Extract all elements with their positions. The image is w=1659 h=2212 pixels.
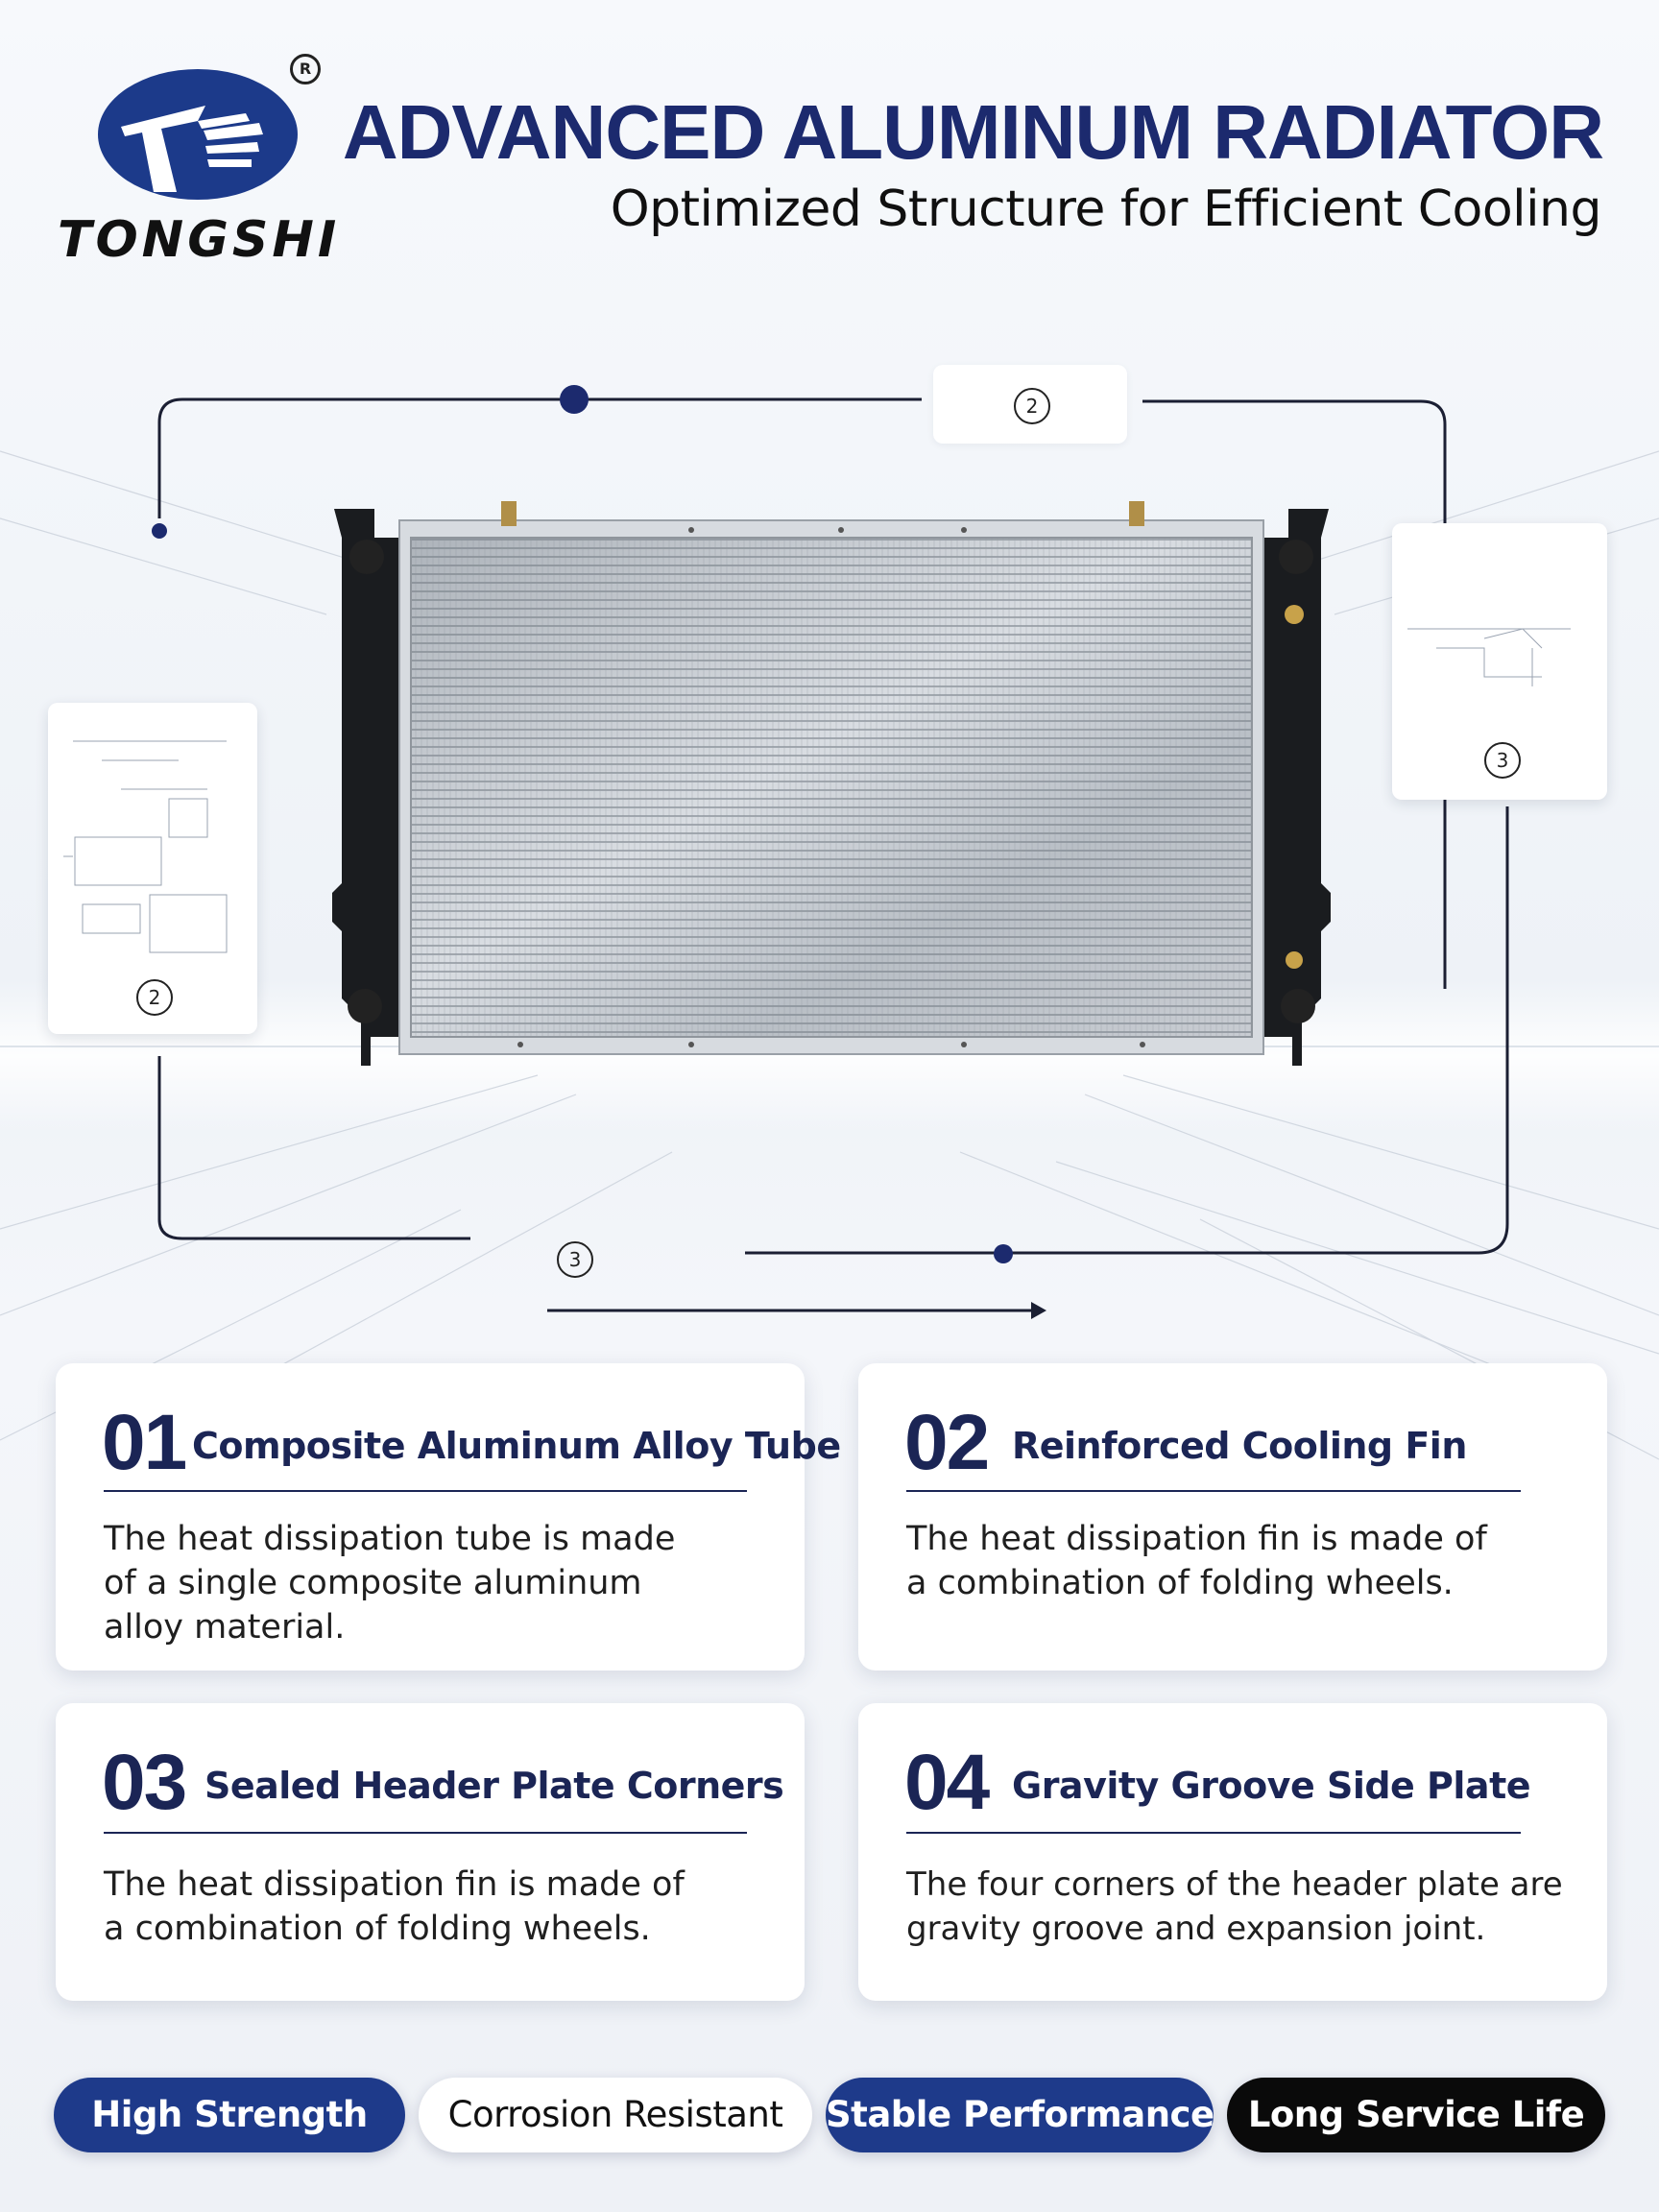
feature-divider (906, 1832, 1521, 1834)
badge-corrosion-resistant: Corrosion Resistant (419, 2078, 812, 2152)
feature-description: The heat dissipation fin is made of a combination of folding wheels. (906, 1520, 1487, 1602)
feature-card-01 (56, 1363, 841, 1671)
callout-number: 2 (1014, 388, 1050, 424)
callout-number: 3 (1484, 742, 1521, 779)
page-title: ADVANCED ALUMINUM RADIATOR (342, 89, 1603, 175)
feature-description: The heat dissipation tube is made of a single composite aluminum alloy material. (104, 1520, 676, 1647)
feature-card-02 (858, 1363, 1607, 1671)
badge-stable-performance: Stable Performance (826, 2078, 1214, 2152)
callout-card-top (933, 365, 1127, 444)
registered-mark: R (290, 54, 321, 84)
badge-long-service-life: Long Service Life (1227, 2078, 1605, 2152)
feature-description: The heat dissipation fin is made of a combination of folding wheels. (104, 1865, 685, 1948)
feature-title: Reinforced Cooling Fin (1012, 1425, 1467, 1467)
feature-description: The four corners of the header plate are gravity groove and expansion joint. (906, 1865, 1563, 1948)
feature-title: Composite Aluminum Alloy Tube (192, 1425, 841, 1467)
feature-title: Sealed Header Plate Corners (204, 1765, 784, 1807)
schematic-drawing-icon (1407, 610, 1590, 706)
page-subtitle: Optimized Structure for Efficient Cooling (610, 180, 1601, 238)
badge-high-strength: High Strength (54, 2078, 405, 2152)
callout-number: 2 (136, 979, 173, 1016)
feature-number: 04 (904, 1739, 989, 1826)
radiator-diagram (0, 365, 1659, 1325)
feature-card-03 (56, 1703, 805, 2001)
feature-number: 03 (102, 1739, 186, 1826)
feature-card-04 (858, 1703, 1607, 2001)
feature-divider (104, 1832, 747, 1834)
brand-name: TONGSHI (58, 211, 341, 269)
feature-divider (906, 1490, 1521, 1492)
aluminum-radiator (332, 480, 1331, 1075)
schematic-drawing-icon (63, 732, 246, 972)
feature-divider (104, 1490, 747, 1492)
callout-number: 3 (557, 1241, 593, 1278)
feature-number: 01 (102, 1399, 186, 1486)
callout-card-right (1392, 523, 1607, 800)
callout-card-left (48, 703, 257, 1034)
feature-title: Gravity Groove Side Plate (1012, 1765, 1531, 1807)
feature-number: 02 (904, 1399, 989, 1486)
